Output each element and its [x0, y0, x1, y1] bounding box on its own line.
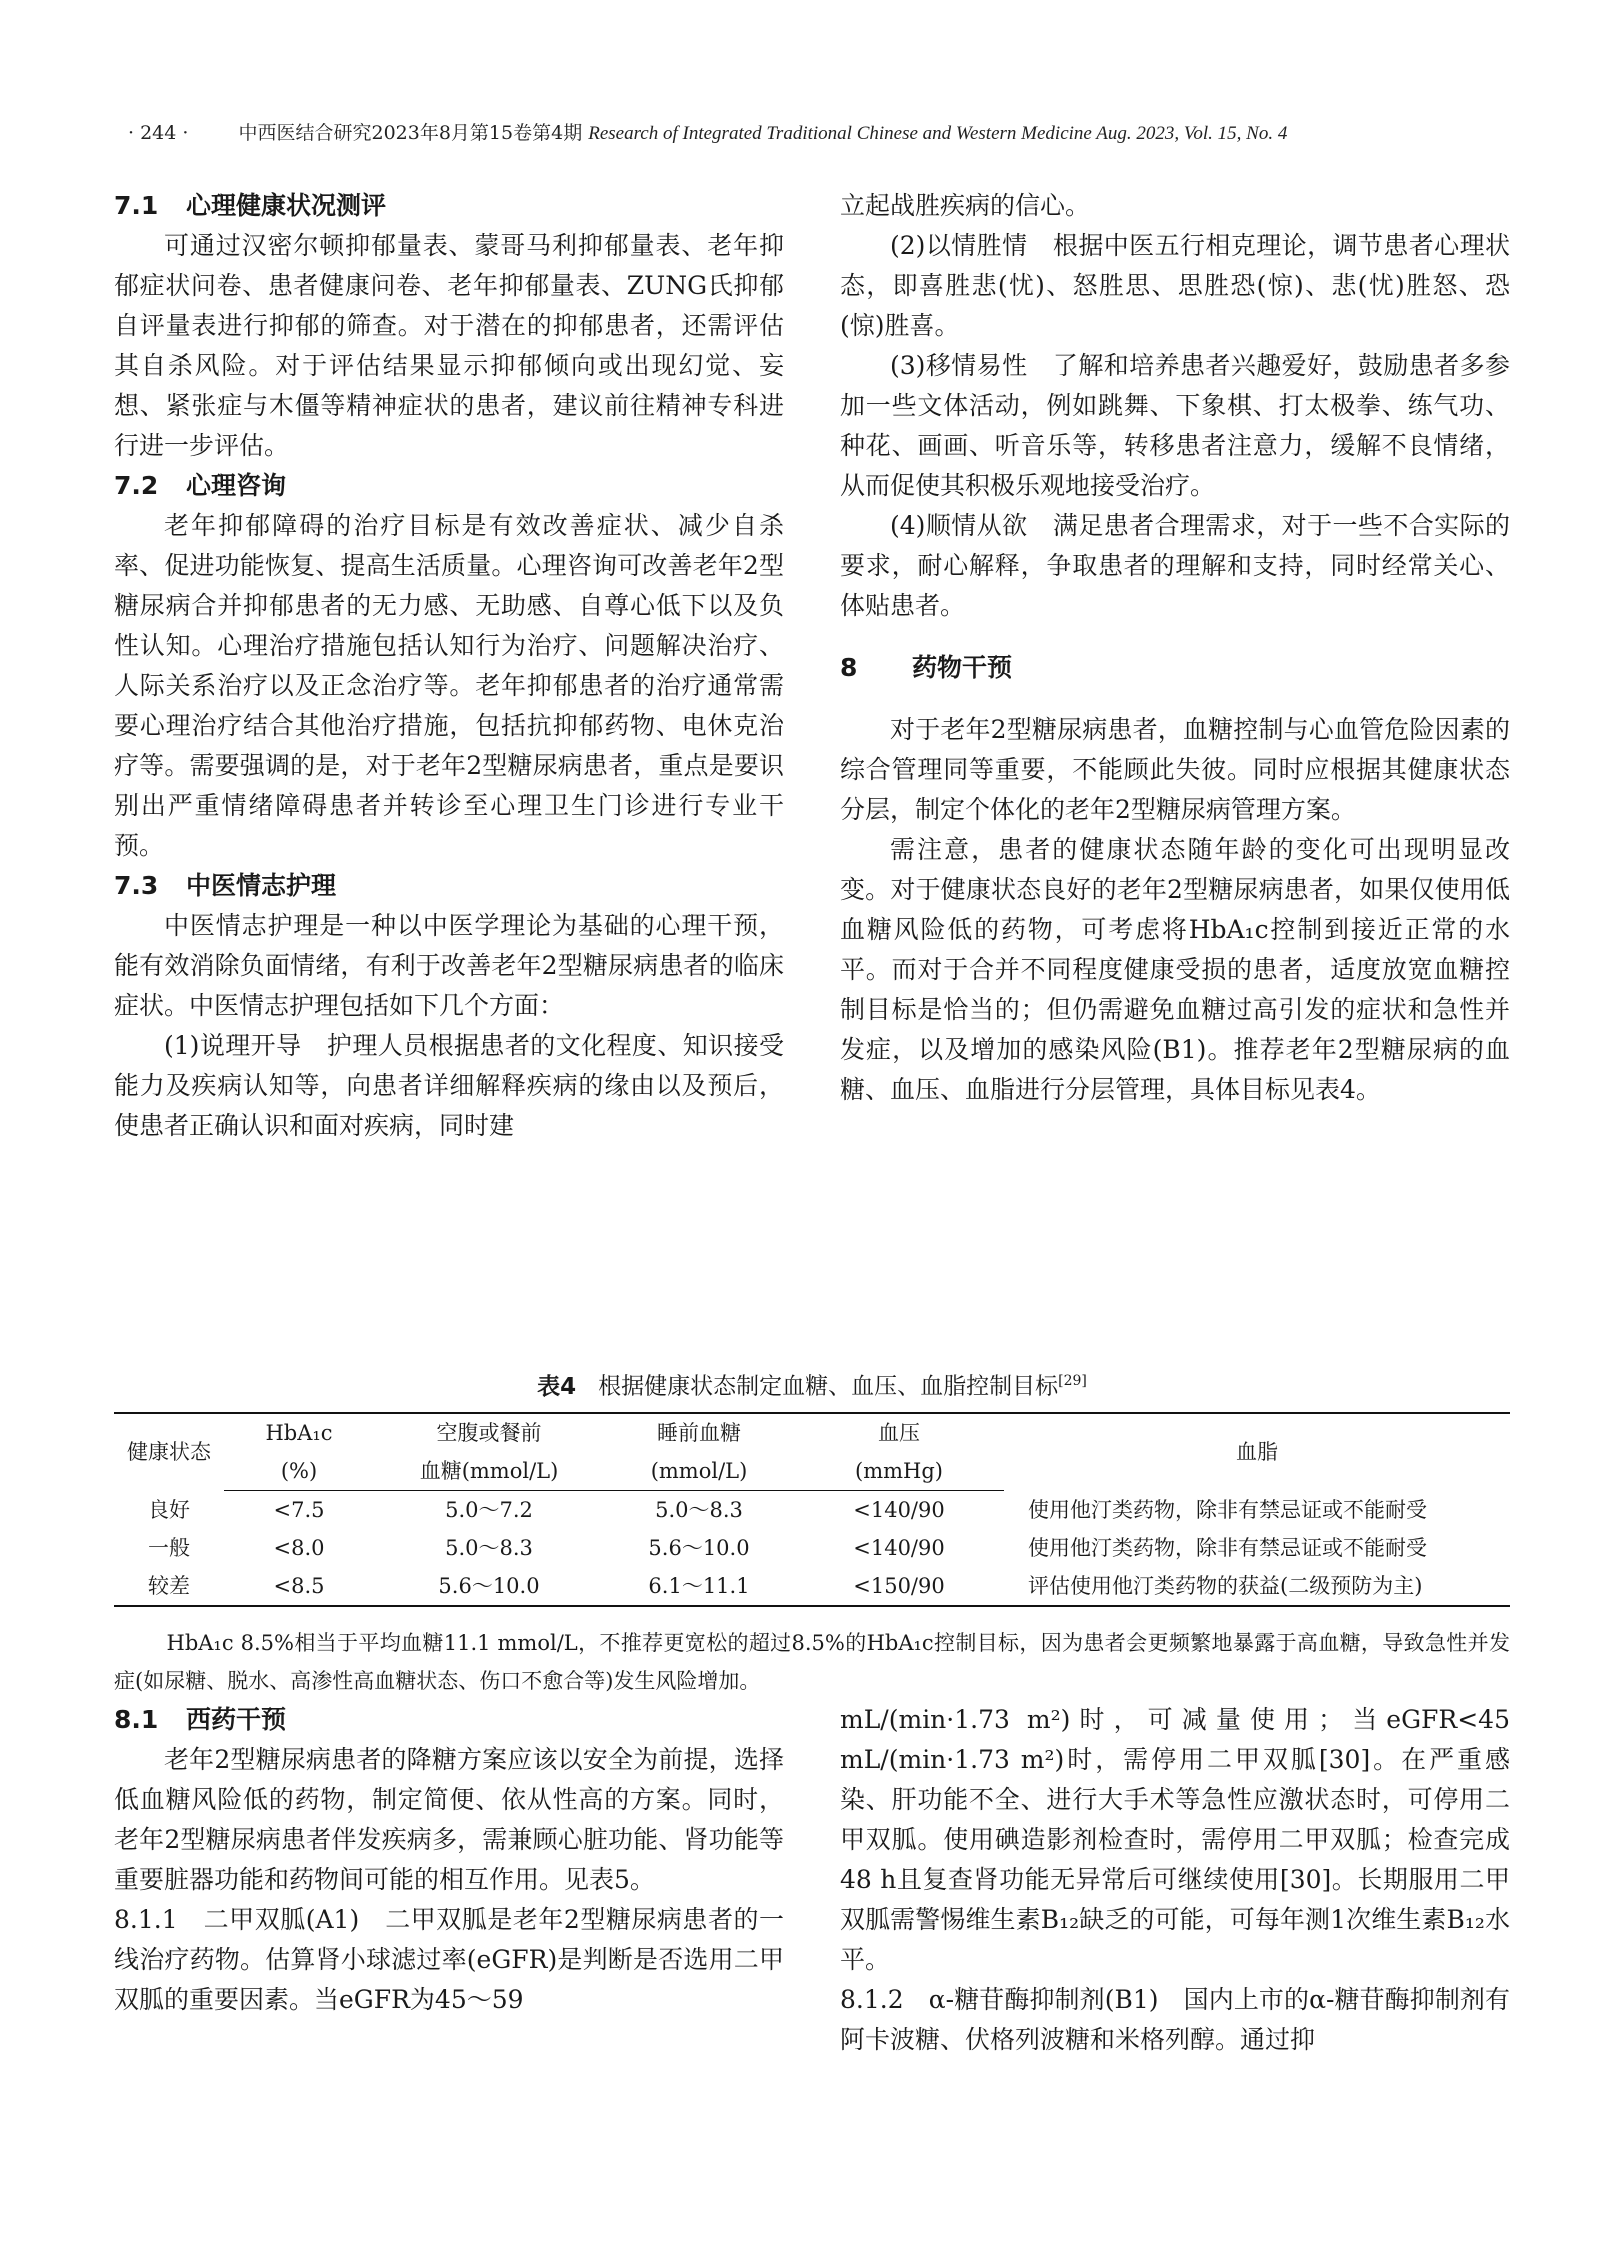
section-number: 8.1 — [114, 1705, 159, 1734]
section-title: 心理健康状况测评 — [186, 191, 387, 220]
section-7-3-heading — [114, 866, 784, 906]
cell-status: 良好 — [148, 1497, 190, 1522]
cell-bp: <150/90 — [794, 1567, 1004, 1606]
header-lipid: 血脂 — [1004, 1413, 1510, 1491]
section-number: 7.2 — [114, 471, 159, 500]
page-number: · 244 · — [128, 122, 189, 144]
journal-title-cn: 中西医结合研究2023年8月第15卷第4期 — [238, 122, 583, 144]
section-7-1-heading — [114, 186, 784, 226]
header-bedtime: 睡前血糖 — [604, 1413, 794, 1452]
cell-bedtime: 6.1～11.1 — [604, 1567, 794, 1606]
section-8-1-heading — [114, 1700, 784, 1740]
cell-bedtime: 5.0～8.3 — [655, 1498, 743, 1522]
table-note: HbA₁c 8.5%相当于平均血糖11.1 mmol/L，不推荐更宽松的超过8.5%的HbA₁c控制目标，因为患者会更频繁地暴露于高血糖，导致急性并发症(如尿糖、脱水、高渗性高血糖状态、伤口不愈合等)发生风险增加。 — [114, 1631, 1510, 1693]
right-column-top — [840, 186, 1510, 1110]
section-number: 7.1 — [114, 191, 159, 220]
section-number: 8 — [840, 653, 858, 682]
paragraph: 对于老年2型糖尿病患者，血糖控制与心血管危险因素的综合管理同等重要，不能顾此失彼。同时应根据其健康状态分层，制定个体化的老年2型糖尿病管理方案。 — [840, 715, 1510, 824]
table-label: 表4 — [537, 1373, 577, 1400]
section-title: 西药干预 — [186, 1705, 287, 1734]
targets-table — [114, 1412, 1510, 1607]
cell-lipid: 使用他汀类药物，除非有禁忌证或不能耐受 — [1028, 1536, 1427, 1560]
cell-fasting: 5.0～7.2 — [445, 1498, 533, 1522]
table-reference: [29] — [1058, 1373, 1087, 1389]
running-head — [128, 120, 1508, 147]
paragraph: (2)以情胜情 根据中医五行相克理论，调节患者心理状态，即喜胜悲(忧)、怒胜思、思胜恐(惊)、悲(忧)胜怒、恐(惊)胜喜。 — [840, 231, 1510, 340]
header-bedtime-unit: (mmol/L) — [604, 1452, 794, 1491]
paragraph: (1)说理开导 护理人员根据患者的文化程度、知识接受能力及疾病认知等，向患者详细解释疾病的缘由以及预后，使患者正确认识和面对疾病，同时建 — [114, 1031, 784, 1140]
header-bp-unit: (mmHg) — [794, 1452, 1004, 1491]
cell-hba1c: <8.5 — [224, 1567, 374, 1606]
paragraph: 中医情志护理是一种以中医学理论为基础的心理干预，能有效消除负面情绪，有利于改善老年2型糖尿病患者的临床症状。中医情志护理包括如下几个方面： — [114, 911, 784, 1020]
paragraph: 老年2型糖尿病患者的降糖方案应该以安全为前提，选择低血糖风险低的药物，制定简便、依从性高的方案。同时，老年2型糖尿病患者伴发疾病多，需兼顾心脏功能、肾功能等重要脏器功能和药物间可能的相互作用。见表5。 — [114, 1745, 784, 1894]
paragraph: (4)顺情从欲 满足患者合理需求，对于一些不合实际的要求，耐心解释，争取患者的理解和支持，同时经常关心、体贴患者。 — [840, 511, 1510, 620]
table-header-row — [114, 1413, 1510, 1452]
paragraph: 需注意，患者的健康状态随年龄的变化可出现明显改变。对于健康状态良好的老年2型糖尿病患者，如果仅使用低血糖风险低的药物，可考虑将HbA₁c控制到接近正常的水平。而对于合并不同程度健康受损的患者，适度放宽血糖控制目标是恰当的；但仍需避免血糖过高引发的症状和急性并发症，以及增加的感染风险(B1)。推荐老年2型糖尿病的血糖、血压、血脂进行分层管理，具体目标见表4。 — [840, 835, 1510, 1104]
section-title: 心理咨询 — [186, 471, 287, 500]
cell-lipid: 评估使用他汀类药物的获益(二级预防为主) — [1004, 1567, 1510, 1606]
section-title: 药物干预 — [912, 653, 1013, 682]
cell-fasting: 5.0～8.3 — [445, 1536, 533, 1560]
cell-status: 较差 — [114, 1567, 224, 1606]
cell-bp: <140/90 — [853, 1498, 945, 1522]
paragraph: 8.1.2 α-糖苷酶抑制剂(B1) 国内上市的α-糖苷酶抑制剂有阿卡波糖、伏格列波糖和米格列醇。通过抑 — [840, 1985, 1510, 2054]
cell-status: 一般 — [148, 1536, 190, 1560]
table-title: 根据健康状态制定血糖、血压、血脂控制目标 — [598, 1373, 1059, 1400]
cell-fasting: 5.6～10.0 — [374, 1567, 604, 1606]
right-column-bottom — [840, 1700, 1510, 2060]
table-row — [114, 1567, 1510, 1606]
cell-hba1c: <7.5 — [273, 1498, 325, 1522]
section-title: 中医情志护理 — [186, 871, 337, 900]
table-row — [114, 1491, 1510, 1530]
paragraph-continuation: mL/(min·1.73 m²)时，可减量使用；当eGFR<45 mL/(min·1.73 m²)时，需停用二甲双胍[30]。在严重感染、肝功能不全、进行大手术等急性应激状态时，可停用二甲双胍。使用碘造影剂检查时，需停用二甲双胍；检查完成48 h且复查肾功能无异常后可继续使用[30]。长期服用二甲双胍需警惕维生素B₁₂缺乏的可能，可每年测1次维生素B₁₂水平。 — [840, 1705, 1510, 1974]
header-hba1c: HbA₁c — [224, 1413, 374, 1452]
cell-bp: <140/90 — [853, 1536, 945, 1560]
header-fasting: 空腹或餐前 — [374, 1413, 604, 1452]
header-hba1c-unit: (%) — [224, 1452, 374, 1491]
paragraph: 可通过汉密尔顿抑郁量表、蒙哥马利抑郁量表、老年抑郁症状问卷、患者健康问卷、老年抑郁量表、ZUNG氏抑郁自评量表进行抑郁的筛查。对于潜在的抑郁患者，还需评估其自杀风险。对于评估结果显示抑郁倾向或出现幻觉、妄想、紧张症与木僵等精神症状的患者，建议前往精神专科进行进一步评估。 — [114, 231, 784, 460]
section-8-heading — [840, 648, 1510, 688]
cell-lipid: 使用他汀类药物，除非有禁忌证或不能耐受 — [1028, 1497, 1427, 1522]
left-column-top — [114, 186, 784, 1146]
header-bp: 血压 — [794, 1413, 1004, 1452]
table-row — [114, 1529, 1510, 1567]
table-caption — [114, 1364, 1510, 1404]
header-fasting-unit: 血糖(mmol/L) — [374, 1452, 604, 1491]
paragraph: (3)移情易性 了解和培养患者兴趣爱好，鼓励患者多参加一些文体活动，例如跳舞、下象棋、打太极拳、练气功、种花、画画、听音乐等，转移患者注意力，缓解不良情绪，从而促使其积极乐观地接受治疗。 — [840, 351, 1510, 500]
left-column-bottom — [114, 1700, 784, 2020]
cell-bedtime: 5.6～10.0 — [648, 1536, 750, 1560]
paragraph: 8.1.1 二甲双胍(A1) 二甲双胍是老年2型糖尿病患者的一线治疗药物。估算肾小球滤过率(eGFR)是判断是否选用二甲双胍的重要因素。当eGFR为45～59 — [114, 1905, 784, 2014]
header-status: 健康状态 — [114, 1413, 224, 1491]
paragraph: 老年抑郁障碍的治疗目标是有效改善症状、减少自杀率、促进功能恢复、提高生活质量。心理咨询可改善老年2型糖尿病合并抑郁患者的无力感、无助感、自尊心低下以及负性认知。心理治疗措施包括认知行为治疗、问题解决治疗、人际关系治疗以及正念治疗等。老年抑郁患者的治疗通常需要心理治疗结合其他治疗措施，包括抗抑郁药物、电休克治疗等。需要强调的是，对于老年2型糖尿病患者，重点是要识别出严重情绪障碍患者并转诊至心理卫生门诊进行专业干预。 — [114, 511, 784, 860]
paragraph-continuation: 立起战胜疾病的信心。 — [840, 191, 1091, 220]
cell-hba1c: <8.0 — [273, 1536, 325, 1560]
section-number: 7.3 — [114, 871, 159, 900]
section-7-2-heading — [114, 466, 784, 506]
journal-title-en: Research of Integrated Traditional Chinese and Western Medicine Aug. 2023, Vol. 15, No. 4 — [588, 123, 1288, 144]
